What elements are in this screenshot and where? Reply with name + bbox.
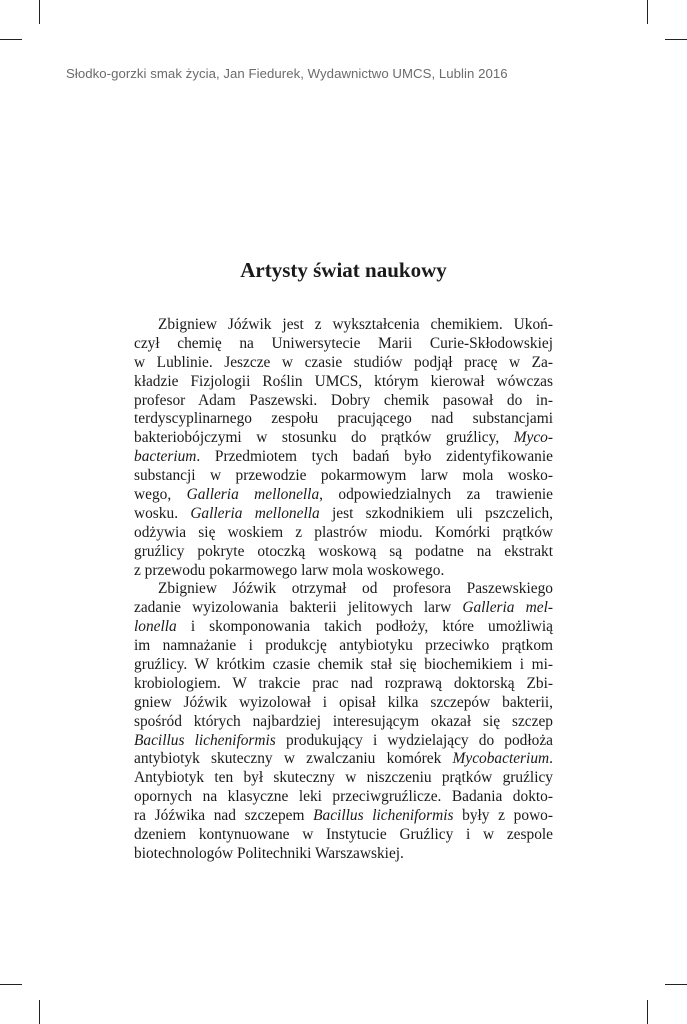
text-line — [134, 448, 553, 467]
text-line — [134, 543, 553, 562]
crop-mark-top-left — [39, 0, 40, 24]
running-header: Słodko-gorzki smak życia, Jan Fiedurek, Wydawnictwo UMCS, Lublin 2016 — [66, 66, 508, 81]
italic-text: Galleria mellonella — [186, 486, 320, 504]
text-segment: produkujący i wydzielający do podłoża — [275, 731, 553, 749]
text-segment: . — [549, 750, 553, 768]
italic-text: lonella — [134, 618, 177, 636]
text-line — [134, 675, 553, 694]
text-segment: wego, — [134, 486, 187, 504]
text-segment: substancji w przewodzie pokarmowym larw mola wosko- — [134, 467, 553, 485]
paragraph — [134, 580, 553, 863]
text-line — [134, 562, 553, 581]
text-line — [134, 486, 553, 505]
text-line — [134, 769, 553, 788]
italic-text: bacterium — [134, 448, 197, 466]
crop-mark-top-left-horizontal — [0, 39, 22, 40]
text-segment: profesor Adam Paszewski. Dobry chemik pasował do in- — [134, 391, 553, 409]
text-segment: i skomponowania takich podłoży, które umożliwią — [176, 618, 553, 636]
text-segment: Zbigniew Jóźwik otrzymał od profesora Paszewskiego — [158, 580, 553, 598]
text-line — [134, 694, 553, 713]
chapter-title: Artysty świat naukowy — [240, 258, 447, 282]
text-line — [134, 637, 553, 656]
text-line — [134, 505, 553, 524]
text-segment: terdyscyplinarnego zespołu pracującego nad substancjami — [134, 410, 553, 428]
text-line — [134, 713, 553, 732]
crop-mark-bottom-left — [39, 1000, 40, 1024]
italic-text: Myco- — [513, 429, 553, 447]
text-line — [134, 467, 553, 486]
text-line — [134, 788, 553, 807]
text-segment: dzeniem kontynuowane w Instytucie Gruźlicy i w zespole — [134, 826, 553, 844]
text-line — [134, 750, 553, 769]
text-segment: , odpowiedzialnych za trawienie — [319, 486, 554, 504]
text-line — [134, 316, 553, 335]
text-line — [134, 335, 553, 354]
text-segment: ra Jóźwika nad szczepem — [134, 807, 314, 825]
italic-text: Galleria mel- — [462, 599, 553, 617]
text-line — [134, 826, 553, 845]
text-segment: były z powo- — [453, 807, 554, 825]
italic-text: Bacillus licheniformis — [313, 807, 454, 825]
crop-mark-top-right — [647, 0, 648, 24]
text-segment: gruźlicy. W krótkim czasie chemik stał się biochemikiem i mi- — [134, 656, 553, 674]
text-line — [134, 354, 553, 373]
text-line — [134, 373, 553, 392]
text-segment: Antybiotyk ten był skuteczny w niszczeniu prątków gruźlicy — [134, 769, 553, 787]
text-segment: jest szkodnikiem uli pszczelich, — [319, 504, 553, 522]
text-line — [134, 599, 553, 618]
text-segment: antybiotyk skuteczny w zwalczaniu komórek — [134, 750, 453, 768]
text-segment: odżywia się woskiem z plastrów miodu. Komórki prątków — [134, 523, 553, 541]
text-line — [134, 580, 553, 599]
body-text — [134, 316, 553, 864]
text-line — [134, 410, 553, 429]
text-segment: bakteriobójczymi w stosunku do prątków gruźlicy, — [134, 429, 514, 447]
text-segment: . Przedmiotem tych badań było zidentyfikowanie — [196, 448, 553, 466]
text-line — [134, 732, 553, 751]
text-segment: wosku. — [134, 504, 191, 522]
italic-text: Galleria mellonella — [190, 504, 320, 522]
text-line — [134, 392, 553, 411]
text-segment: gruźlicy pokryte otoczką woskową są podatne na ekstrakt — [134, 542, 553, 560]
text-line — [134, 656, 553, 675]
text-segment: gniew Jóźwik wyizolował i opisał kilka szczepów bakterii, — [134, 693, 553, 711]
text-line — [134, 429, 553, 448]
text-segment: spośród których najbardziej interesującym okazał się szczep — [134, 712, 553, 730]
text-line — [134, 524, 553, 543]
text-segment: w Lublinie. Jeszcze w czasie studiów podjął pracę w Za- — [134, 353, 553, 371]
text-segment: biotechnologów Politechniki Warszawskiej. — [134, 844, 404, 862]
text-segment: Zbigniew Jóźwik jest z wykształcenia chemikiem. Ukoń- — [158, 316, 553, 333]
text-segment: im namnażanie i produkcję antybiotyku przeciwko prątkom — [134, 637, 553, 655]
crop-mark-top-right-horizontal — [665, 39, 687, 40]
text-segment: krobiologiem. W trakcie prac nad rozprawą doktorską Zbi- — [134, 674, 553, 692]
text-segment: opornych na klasyczne leki przeciwgruźlicze. Badania dokto- — [134, 788, 553, 806]
crop-mark-bottom-right-horizontal — [665, 984, 687, 985]
text-segment: zadanie wyizolowania bakterii jelitowych larw — [134, 599, 463, 617]
text-line — [134, 807, 553, 826]
text-segment: czył chemię na Uniwersytecie Marii Curie-Skłodowskiej — [134, 334, 553, 352]
text-line — [134, 845, 553, 864]
paragraph — [134, 316, 553, 580]
text-segment: kładzie Fizjologii Roślin UMCS, którym kierował wówczas — [134, 372, 553, 390]
crop-mark-bottom-right — [647, 1000, 648, 1024]
text-segment: z przewodu pokarmowego larw mola woskowego. — [134, 561, 445, 579]
italic-text: Bacillus licheniformis — [134, 731, 276, 749]
crop-mark-bottom-left-horizontal — [0, 984, 22, 985]
text-line — [134, 618, 553, 637]
italic-text: Mycobacterium — [452, 750, 550, 768]
